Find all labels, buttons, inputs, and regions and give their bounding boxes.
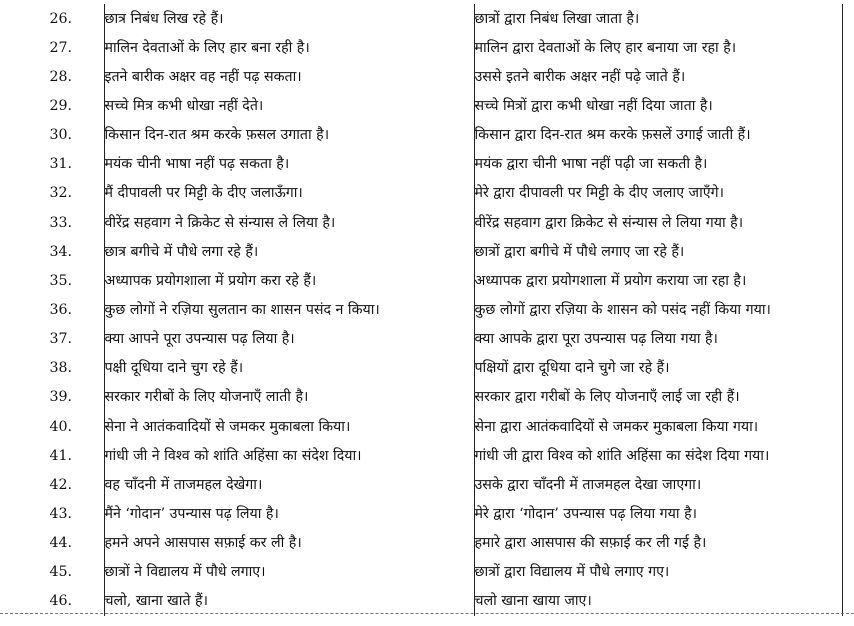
active-voice-sentence: मालिन देवताओं के लिए हार बना रही है। [104,33,474,62]
active-voice-sentence: छात्र निबंध लिख रहे हैं। [104,4,474,33]
table-row [18,91,842,120]
active-voice-sentence: सच्चे मित्र कभी धोखा नहीं देते। [104,91,474,120]
active-voice-sentence: सेना ने आतंकवादियों से जमकर मुकाबला किया। [104,412,474,441]
row-number: 39. [49,389,73,406]
table-row [18,441,842,470]
table-row [18,529,842,558]
row-number: 40. [49,418,73,435]
row-number: 30. [49,127,73,144]
passive-voice-sentence: चलो खाना खाया जाए। [474,587,842,616]
table-row [18,587,842,616]
passive-voice-sentence: पक्षियों द्वारा दूधिया दाने चुगे जा रहे हैं। [474,354,842,383]
table-row [18,383,842,412]
table-row [18,325,842,354]
passive-voice-sentence: मयंक द्वारा चीनी भाषा नहीं पढ़ी जा सकती है। [474,150,842,179]
table-body [18,4,842,616]
passive-voice-sentence: किसान द्वारा दिन-रात श्रम करके फ़सलें उगाई जाती हैं। [474,121,842,150]
row-number: 35. [49,272,73,289]
table-row [18,150,842,179]
row-number: 29. [49,97,73,114]
row-number: 36. [49,301,73,318]
active-voice-sentence: हमने अपने आसपास सफ़ाई कर ली है। [104,529,474,558]
passive-voice-sentence: छात्रों द्वारा विद्यालय में पौधे लगाए गए। [474,558,842,587]
table-row [18,121,842,150]
active-voice-sentence: छात्रों ने विद्यालय में पौधे लगाए। [104,558,474,587]
row-number: 38. [49,360,73,377]
passive-voice-sentence: अध्यापक द्वारा प्रयोगशाला में प्रयोग कराया जा रहा है। [474,266,842,295]
table-row [18,295,842,324]
table-row [18,237,842,266]
table-row [18,266,842,295]
passive-voice-sentence: छात्रों द्वारा बगीचे में पौधे लगाए जा रहे हैं। [474,237,842,266]
table-row [18,354,842,383]
passive-voice-sentence: वीरेंद्र सहवाग द्वारा क्रिकेट से संन्यास ले लिया गया है। [474,208,842,237]
row-number: 33. [49,214,73,231]
row-number: 37. [49,331,73,348]
active-voice-sentence: किसान दिन-रात श्रम करके फ़सल उगाता है। [104,121,474,150]
passive-voice-sentence: गांधी जी द्वारा विश्व को शांति अहिंसा का संदेश दिया गया। [474,441,842,470]
passive-voice-sentence: मेरे द्वारा दीपावली पर मिट्टी के दीए जलाए जाएँगे। [474,179,842,208]
passive-voice-sentence: सच्चे मित्रों द्वारा कभी धोखा नहीं दिया जाता है। [474,91,842,120]
table-row [18,499,842,528]
passive-voice-sentence: उसके द्वारा चाँदनी में ताजमहल देखा जाएगा। [474,470,842,499]
row-number: 26. [49,10,73,27]
table-row [18,208,842,237]
voice-conversion-table [18,4,843,616]
row-number: 32. [49,185,73,202]
active-voice-sentence: मैंने ‘गोदान’ उपन्यास पढ़ लिया है। [104,499,474,528]
active-voice-sentence: मयंक चीनी भाषा नहीं पढ़ सकता है। [104,150,474,179]
row-number: 42. [49,476,73,493]
row-number: 41. [49,447,73,464]
passive-voice-sentence: उससे इतने बारीक अक्षर नहीं पढ़े जाते हैं। [474,62,842,91]
row-number: 44. [49,535,73,552]
passive-voice-sentence: मालिन द्वारा देवताओं के लिए हार बनाया जा रहा है। [474,33,842,62]
table-row [18,33,842,62]
table-row [18,62,842,91]
active-voice-sentence: वह चाँदनी में ताजमहल देखेगा। [104,470,474,499]
active-voice-sentence: क्या आपने पूरा उपन्यास पढ़ लिया है। [104,325,474,354]
table-row [18,4,842,33]
active-voice-sentence: अध्यापक प्रयोगशाला में प्रयोग करा रहे हैं। [104,266,474,295]
active-voice-sentence: पक्षी दूधिया दाने चुग रहे हैं। [104,354,474,383]
row-number: 27. [49,39,73,56]
row-number: 28. [49,68,73,85]
active-voice-sentence: मैं दीपावली पर मिट्टी के दीए जलाऊँगा। [104,179,474,208]
passive-voice-sentence: छात्रों द्वारा निबंध लिखा जाता है। [474,4,842,33]
passive-voice-sentence: कुछ लोगों द्वारा रज़िया के शासन को पसंद नहीं किया गया। [474,295,842,324]
row-number: 46. [49,593,73,610]
table-row [18,470,842,499]
row-number: 43. [49,505,73,522]
table-row [18,412,842,441]
row-number: 31. [49,156,73,173]
active-voice-sentence: सरकार गरीबों के लिए योजनाएँ लाती है। [104,383,474,412]
active-voice-sentence: गांधी जी ने विश्व को शांति अहिंसा का संदेश दिया। [104,441,474,470]
bottom-dashed-rule [0,613,854,614]
active-voice-sentence: इतने बारीक अक्षर वह नहीं पढ़ सकता। [104,62,474,91]
active-voice-sentence: कुछ लोगों ने रज़िया सुलतान का शासन पसंद न किया। [104,295,474,324]
row-number: 45. [49,564,73,581]
passive-voice-sentence: मेरे द्वारा ‘गोदान’ उपन्यास पढ़ लिया गया है। [474,499,842,528]
row-number: 34. [49,243,73,260]
table-row [18,558,842,587]
passive-voice-sentence: क्या आपके द्वारा पूरा उपन्यास पढ़ लिया गया है। [474,325,842,354]
table-row [18,179,842,208]
active-voice-sentence: छात्र बगीचे में पौधे लगा रहे हैं। [104,237,474,266]
passive-voice-sentence: सरकार द्वारा गरीबों के लिए योजनाएँ लाई जा रही हैं। [474,383,842,412]
passive-voice-sentence: सेना द्वारा आतंकवादियों से जमकर मुकाबला किया गया। [474,412,842,441]
active-voice-sentence: वीरेंद्र सहवाग ने क्रिकेट से संन्यास ले लिया है। [104,208,474,237]
active-voice-sentence: चलो, खाना खाते हैं। [104,587,474,616]
passive-voice-sentence: हमारे द्वारा आसपास की सफ़ाई कर ली गई है। [474,529,842,558]
